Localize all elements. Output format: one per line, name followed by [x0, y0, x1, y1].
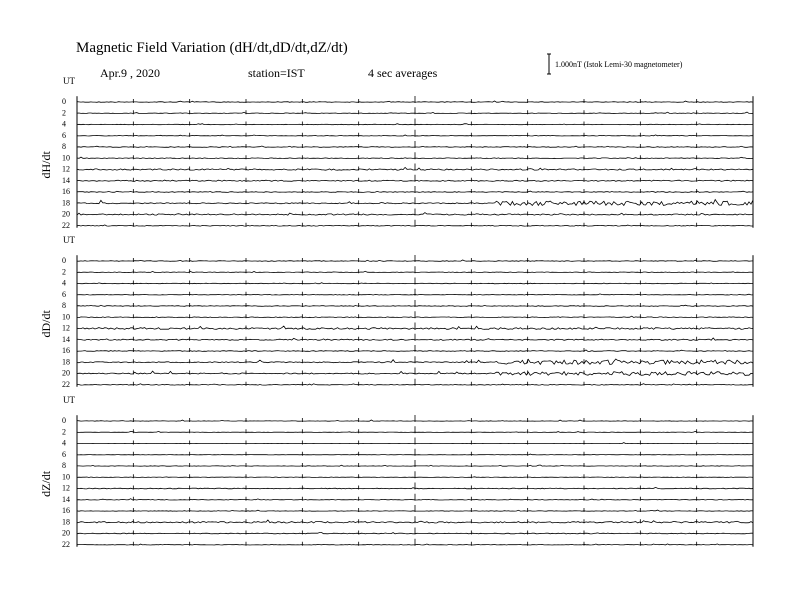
row-hour-label: 8: [62, 142, 66, 151]
row-hour-label: 2: [62, 267, 66, 277]
row-hour-label: 0: [62, 256, 66, 265]
row-hour-label: 2: [62, 427, 66, 437]
row-hour-label: 18: [62, 517, 70, 527]
row-hour-label: 12: [62, 323, 70, 333]
row-hour-label: 14: [62, 334, 70, 344]
row-hour-label: 20: [62, 528, 70, 538]
row-hour-label: 8: [62, 461, 66, 470]
row-hour-label: 6: [62, 130, 66, 140]
row-hour-label: 16: [62, 506, 70, 515]
row-hour-label: 4: [62, 438, 66, 448]
row-hour-label: 20: [62, 368, 70, 378]
time-axis-label: UT: [63, 76, 75, 86]
y-axis-label: dH/dt: [39, 151, 53, 179]
row-hour-label: 18: [62, 357, 70, 367]
row-hour-label: 0: [62, 416, 66, 425]
scale-label: 1.000nT (Istok Lemi-30 magnetometer): [555, 60, 683, 69]
time-axis-label: UT: [63, 395, 75, 405]
row-hour-label: 12: [62, 164, 70, 174]
row-hour-label: 16: [62, 346, 70, 355]
averaging-label: 4 sec averages: [368, 66, 438, 80]
row-hour-label: 14: [62, 175, 70, 185]
row-hour-label: 2: [62, 108, 66, 118]
row-hour-label: 12: [62, 483, 70, 493]
row-hour-label: 18: [62, 198, 70, 208]
y-axis-label: dZ/dt: [39, 470, 53, 497]
row-hour-label: 22: [62, 539, 70, 549]
row-hour-label: 10: [62, 472, 70, 482]
row-hour-label: 16: [62, 187, 70, 196]
chart-title: Magnetic Field Variation (dH/dt,dD/dt,dZ/dt): [76, 40, 348, 56]
row-hour-label: 6: [62, 289, 66, 299]
row-hour-label: 4: [62, 119, 66, 129]
time-axis-label: UT: [63, 235, 75, 245]
date-label: Apr.9 , 2020: [100, 66, 160, 80]
row-hour-label: 10: [62, 312, 70, 322]
y-axis-label: dD/dt: [39, 310, 53, 338]
row-hour-label: 20: [62, 209, 70, 219]
row-hour-label: 6: [62, 449, 66, 459]
row-hour-label: 0: [62, 97, 66, 106]
row-hour-label: 4: [62, 278, 66, 288]
row-hour-label: 8: [62, 301, 66, 310]
row-hour-label: 22: [62, 220, 70, 230]
row-hour-label: 10: [62, 153, 70, 163]
row-hour-label: 22: [62, 379, 70, 389]
station-label: station=IST: [248, 66, 305, 80]
row-hour-label: 14: [62, 494, 70, 504]
